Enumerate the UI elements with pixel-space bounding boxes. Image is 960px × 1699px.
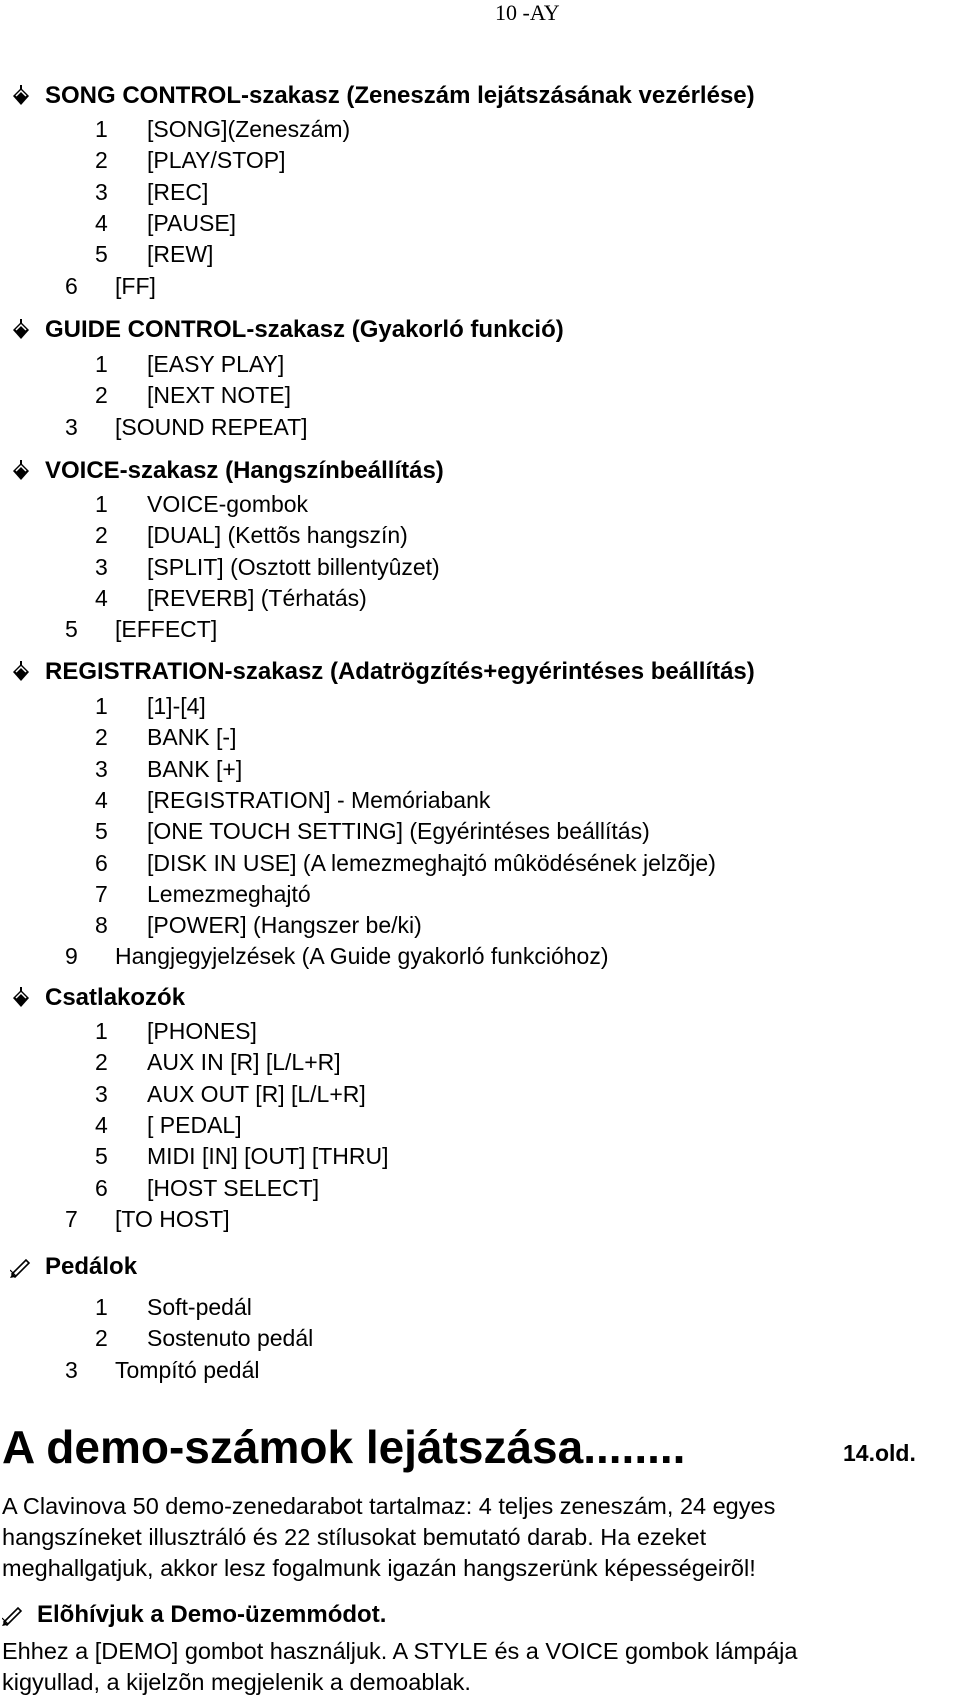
item-number: 4 <box>95 209 108 236</box>
item-number: 4 <box>95 584 108 611</box>
section-heading <box>10 316 564 344</box>
item-text: [SOUND REPEAT] <box>115 413 308 440</box>
item-text: [1]-[4] <box>147 693 206 719</box>
list-item <box>65 941 885 972</box>
section-title: GUIDE CONTROL-szakasz (Gyakorló funkció) <box>45 316 564 343</box>
section-heading <box>10 984 185 1012</box>
item-number: 2 <box>95 382 108 409</box>
item-text: [REW] <box>147 241 214 268</box>
section-title: VOICE-szakasz (Hangszínbeállítás) <box>45 457 444 484</box>
item-number: 3 <box>95 755 108 782</box>
section-heading <box>10 457 444 485</box>
list-item <box>95 1047 915 1078</box>
item-text: AUX OUT [R] [L/L+R] <box>147 1080 366 1107</box>
item-text: [FF] <box>115 272 156 299</box>
item-text: [PHONES] <box>147 1018 257 1044</box>
item-number: 1 <box>95 116 108 142</box>
item-text: Lemezmeghajtó <box>147 880 311 907</box>
item-number: 1 <box>95 1294 108 1320</box>
item-text: VOICE-gombok <box>147 491 309 517</box>
step-text-line: kigyullad, a kijelzõn megjelenik a demoablak. <box>2 1669 471 1695</box>
pen-icon <box>2 1604 24 1626</box>
list-item <box>65 1204 885 1235</box>
item-number: 5 <box>95 1143 108 1170</box>
hand-icon <box>10 319 32 341</box>
item-text: Tompító pedál <box>115 1356 260 1383</box>
list-item <box>95 489 915 520</box>
list-item <box>95 349 915 380</box>
item-text: BANK [-] <box>147 724 237 751</box>
list-item <box>95 239 915 270</box>
item-text: [REVERB] (Térhatás) <box>147 584 367 611</box>
item-number: 1 <box>95 1018 108 1044</box>
item-number: 1 <box>95 491 108 517</box>
page-header: 10 -AY <box>495 0 560 25</box>
list-item <box>95 1141 915 1172</box>
item-number: 4 <box>95 786 108 813</box>
section-heading <box>10 658 755 686</box>
item-text: AUX IN [R] [L/L+R] <box>147 1049 341 1076</box>
section-title: SONG CONTROL-szakasz (Zeneszám lejátszásának vezérlése) <box>45 82 755 109</box>
list-item <box>95 1323 915 1354</box>
item-text: [PAUSE] <box>147 209 237 236</box>
step-heading <box>2 1601 386 1629</box>
section-title: REGISTRATION-szakasz (Adatrögzítés+egyérintéses beállítás) <box>45 658 755 685</box>
item-number: 1 <box>95 351 108 377</box>
list-item <box>95 145 915 176</box>
item-number: 4 <box>95 1111 108 1138</box>
item-number: 5 <box>95 241 108 268</box>
item-text: [PLAY/STOP] <box>147 147 286 174</box>
list-item <box>65 614 885 645</box>
section-heading <box>10 82 755 110</box>
item-text: [REGISTRATION] - Memóriabank <box>147 786 491 813</box>
item-number: 2 <box>95 724 108 751</box>
item-number: 3 <box>65 1356 78 1383</box>
hand-icon <box>10 460 32 482</box>
list-item <box>95 1173 915 1204</box>
list-item <box>95 816 915 847</box>
item-text: BANK [+] <box>147 755 243 782</box>
step-text-line: Ehhez a [DEMO] gombot használjuk. A STYLE és a VOICE gombok lámpája <box>2 1638 798 1664</box>
hand-icon <box>10 661 32 683</box>
item-number: 2 <box>95 1325 108 1352</box>
item-number: 2 <box>95 147 108 174</box>
list-item <box>95 208 915 239</box>
item-number: 7 <box>95 880 108 907</box>
list-item <box>95 583 915 614</box>
item-text: [SONG](Zeneszám) <box>147 116 351 142</box>
demo-title: A demo-számok lejátszása........ <box>2 1421 686 1473</box>
list-item <box>95 879 915 910</box>
item-text: [POWER] (Hangszer be/ki) <box>147 912 422 939</box>
item-number: 7 <box>65 1205 78 1232</box>
demo-paragraph-line: hangszíneket illusztráló és 22 stílusokat bemutató darab. Ha ezeket <box>2 1524 707 1550</box>
item-text: Hangjegyjelzések (A Guide gyakorló funkcióhoz) <box>115 943 609 970</box>
item-number: 6 <box>95 849 108 876</box>
item-text: [ONE TOUCH SETTING] (Egyérintéses beállítás) <box>147 818 650 845</box>
list-item <box>95 552 915 583</box>
section-title: Csatlakozók <box>45 984 186 1011</box>
demo-paragraph-line: A Clavinova 50 demo-zenedarabot tartalmaz: 4 teljes zeneszám, 24 egyes <box>2 1493 776 1519</box>
list-item <box>95 177 915 208</box>
item-number: 3 <box>95 553 108 580</box>
item-text: Soft-pedál <box>147 1294 252 1320</box>
item-number: 8 <box>95 912 108 939</box>
item-number: 6 <box>65 272 78 299</box>
list-item <box>95 520 915 551</box>
list-item <box>95 1110 915 1141</box>
item-number: 5 <box>65 616 78 643</box>
item-text: [DUAL] (Kettõs hangszín) <box>147 522 408 549</box>
list-item <box>95 1292 915 1323</box>
item-number: 2 <box>95 522 108 549</box>
item-text: [NEXT NOTE] <box>147 382 291 409</box>
section-title: Pedálok <box>45 1253 138 1280</box>
list-item <box>95 722 915 753</box>
list-item <box>95 848 915 879</box>
item-text: [EFFECT] <box>115 616 218 643</box>
item-text: [HOST SELECT] <box>147 1174 320 1201</box>
item-text: [REC] <box>147 178 209 205</box>
item-text: [TO HOST] <box>115 1205 230 1232</box>
list-item <box>95 1079 915 1110</box>
item-text: MIDI [IN] [OUT] [THRU] <box>147 1143 389 1170</box>
item-number: 2 <box>95 1049 108 1076</box>
list-item <box>95 114 915 145</box>
item-text: [DISK IN USE] (A lemezmeghajtó mûködésének jelzõje) <box>147 849 716 876</box>
list-item <box>95 380 915 411</box>
item-number: 3 <box>65 413 78 440</box>
pen-icon <box>10 1256 32 1278</box>
list-item <box>95 691 915 722</box>
hand-icon <box>10 85 32 107</box>
step-title: Elõhívjuk a Demo-üzemmódot. <box>37 1601 387 1628</box>
item-number: 9 <box>65 943 78 970</box>
hand-icon <box>10 987 32 1009</box>
list-item <box>65 271 885 302</box>
item-number: 3 <box>95 178 108 205</box>
item-number: 3 <box>95 1080 108 1107</box>
item-number: 1 <box>95 693 108 719</box>
item-text: [SPLIT] (Osztott billentyûzet) <box>147 553 440 580</box>
list-item <box>95 910 915 941</box>
demo-paragraph-line: meghallgatjuk, akkor lesz fogalmunk igazán hangszerünk képességeirõl! <box>2 1555 756 1581</box>
item-text: [ PEDAL] <box>147 1111 242 1138</box>
item-text: [EASY PLAY] <box>147 351 285 377</box>
list-item <box>95 785 915 816</box>
list-item <box>65 1355 885 1386</box>
list-item <box>65 412 885 443</box>
item-text: Sostenuto pedál <box>147 1325 314 1352</box>
item-number: 5 <box>95 818 108 845</box>
section-heading <box>10 1253 137 1281</box>
list-item <box>95 1016 915 1047</box>
page-reference: 14.old. <box>843 1440 916 1466</box>
item-number: 6 <box>95 1174 108 1201</box>
list-item <box>95 754 915 785</box>
